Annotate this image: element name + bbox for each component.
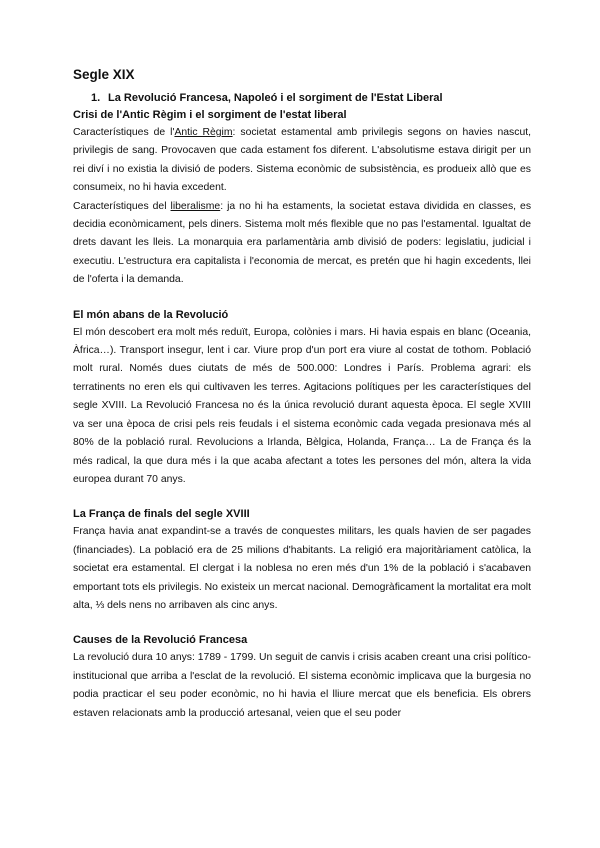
paragraph-body: : ja no hi ha estaments, la societat estava dividida en classes, es decidia econòmicament, pels diners. Sistema molt més flexible que no pas l'estamental. Igualtat de drets davant les lleis. La monarquia era parlamentària amb divisió de poders: legislatiu, judicial i executiu. L'estructura era capitalista i l'economia de mercat, es pretén que hi hagin excedents, llei de l'oferta i la demanda.: [73, 200, 532, 286]
subsection-heading-causes: Causes de la Revolució Francesa: [73, 634, 248, 647]
paragraph-world: El món descobert era molt més reduït, Europa, colònies i mars. Hi havia espais en blanc (Oceania, Àfrica…). Transport insegur, lent i car. Viure prop d'un port era viure al costat de tothom. Població molt rural. Només dues ciutats de més de 500.000: Londres i París. Problema agrari: els terratinents no eren els qui cultivaven les terres. Agitacions polítiques per les característiques del segle XVIII. La Revolució Francesa no és la única revolució durant aquesta època. El segle XVIII va ser una època de crisi pels reis feudals i el sistema econòmic cada vegada presionava més al 80% de la població rural. Revolucions a Irlanda, Bèlgica, Holanda, França… La de França és la més radical, la que dura més i la que acaba afectant a totes les persones del món, altera la vida europea durant 70 anys.: [73, 326, 531, 485]
paragraph-body: : societat estamental amb privilegis segons on havies nascut, privilegis de sang. Provocaven que cada estament fos diferent. L'absolutisme estava dirigit per un rei diví i no existia la divisió de poders. Sistema econòmic de subsistència, es produeix allò que es consumeix, no hi havia excedent.: [73, 127, 531, 194]
paragraph-france: França havia anat expandint-se a través de conquestes militars, les quals havien de ser pagades (financiades). La població era de 25 milions d'habitants. La religió era majoritàriament catòlica, la societat era estamental. El clergat i la noblesa no eren més d'un 1% de la població i s'acabaven emportant tots els privilegis. No existeix un mercat nacional. Demogràficament la mortalitat era molt alta, ⅓ dels nens no arribaven als cinc anys.: [73, 526, 531, 611]
paragraph-liberalisme: [73, 198, 531, 290]
document-page: [73, 66, 531, 723]
paragraph-causes: La revolució dura 10 anys: 1789 - 1799. Un seguit de canvis i crisis acaben creant una crisi político-institucional que arriba a l'esclat de la revolució. El sistema econòmic implicava que la burgesia no podia practicar el seu poder econòmic, no hi havia el lliure mercat que els beneficia. Els obrers estaven relacionats amb la producció artesanal, veien que el seu poder: [73, 652, 532, 719]
subsection-heading-france: La França de finals del segle XVIII: [73, 508, 250, 521]
section-title: La Revolució Francesa, Napoleó i el sorgiment de l'Estat Liberal: [108, 92, 443, 104]
subsection-heading-crisis: Crisi de l'Antic Règim i el sorgiment de l'estat liberal: [73, 109, 347, 121]
page-heading: Segle XIX: [73, 67, 135, 82]
paragraph-prefix: Característiques de l': [73, 127, 175, 138]
subsection-heading-world: El món abans de la Revolució: [73, 308, 229, 321]
section-number: 1.: [91, 92, 101, 104]
section-heading: [73, 90, 531, 107]
paragraph-antic-regim: [73, 124, 531, 198]
term-liberalisme: liberalisme: [170, 200, 221, 212]
term-antic-regim: Antic Règim: [174, 127, 233, 138]
paragraph-prefix: Característiques del: [73, 200, 171, 212]
